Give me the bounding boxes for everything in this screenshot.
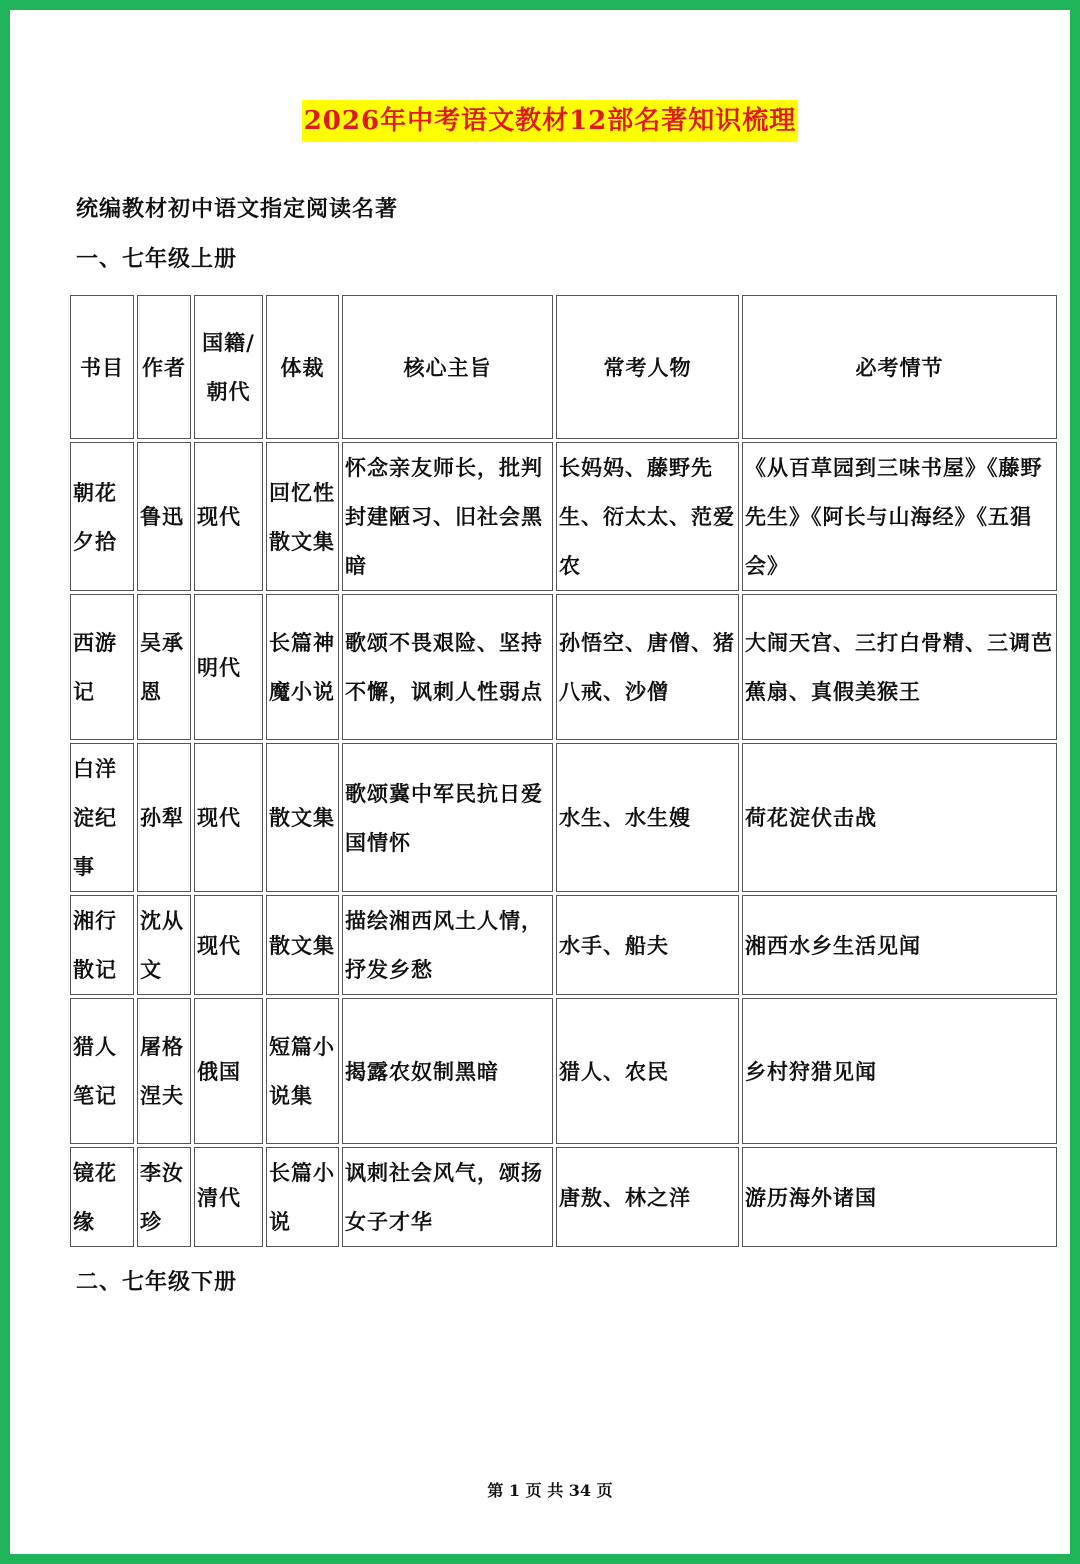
cell-theme: 歌颂冀中军民抗日爱国情怀 — [342, 743, 553, 892]
header-cell-theme: 核心主旨 — [342, 295, 553, 439]
cell-characters: 水生、水生嫂 — [556, 743, 739, 892]
cell-characters: 孙悟空、唐僧、猪八戒、沙僧 — [556, 594, 739, 740]
cell-theme: 揭露农奴制黑暗 — [342, 998, 553, 1144]
section-heading-grade7-vol2: 二、七年级下册 — [76, 1269, 238, 1295]
cell-author: 吴承恩 — [137, 594, 191, 740]
table-row — [70, 743, 1057, 892]
cell-title: 湘行散记 — [70, 895, 134, 995]
cell-genre: 短篇小说集 — [266, 998, 339, 1144]
cell-nationality: 现代 — [194, 895, 263, 995]
cell-author: 屠格涅夫 — [137, 998, 191, 1144]
cell-plots: 大闹天宫、三打白骨精、三调芭蕉扇、真假美猴王 — [742, 594, 1057, 740]
cell-plots: 湘西水乡生活见闻 — [742, 895, 1057, 995]
table-row — [70, 594, 1057, 740]
cell-nationality: 清代 — [194, 1147, 263, 1247]
table-row — [70, 1147, 1057, 1247]
subtitle: 统编教材初中语文指定阅读名著 — [76, 196, 399, 222]
header-cell-title: 书目 — [70, 295, 134, 439]
header-cell-characters: 常考人物 — [556, 295, 739, 439]
cell-title: 西游记 — [70, 594, 134, 740]
cell-author: 沈从文 — [137, 895, 191, 995]
cell-characters: 长妈妈、藤野先生、衍太太、范爱农 — [556, 442, 739, 591]
cell-author: 李汝珍 — [137, 1147, 191, 1247]
cell-characters: 水手、船夫 — [556, 895, 739, 995]
cell-author: 孙犁 — [137, 743, 191, 892]
cell-genre: 散文集 — [266, 895, 339, 995]
header-cell-genre: 体裁 — [266, 295, 339, 439]
cell-genre: 散文集 — [266, 743, 339, 892]
cell-title: 白洋淀纪事 — [70, 743, 134, 892]
table-row — [70, 998, 1057, 1144]
cell-title: 朝花夕拾 — [70, 442, 134, 591]
header-cell-plots: 必考情节 — [742, 295, 1057, 439]
cell-plots: 游历海外诸国 — [742, 1147, 1057, 1247]
page-title: 2026年中考语文教材12部名著知识梳理 — [302, 100, 799, 142]
cell-plots: 乡村狩猎见闻 — [742, 998, 1057, 1144]
cell-theme: 讽刺社会风气，颂扬女子才华 — [342, 1147, 553, 1247]
cell-author: 鲁迅 — [137, 442, 191, 591]
cell-genre: 回忆性散文集 — [266, 442, 339, 591]
cell-plots: 荷花淀伏击战 — [742, 743, 1057, 892]
table-row — [70, 442, 1057, 591]
table-header-row — [70, 295, 1057, 439]
cell-genre: 长篇神魔小说 — [266, 594, 339, 740]
cell-theme: 描绘湘西风土人情，抒发乡愁 — [342, 895, 553, 995]
cell-nationality: 现代 — [194, 442, 263, 591]
cell-title: 镜花缘 — [70, 1147, 134, 1247]
table-row — [70, 895, 1057, 995]
cell-nationality: 俄国 — [194, 998, 263, 1144]
page-number: 第 1 页 共 34 页 — [487, 1481, 613, 1500]
cell-title: 猎人笔记 — [70, 998, 134, 1144]
header-cell-author: 作者 — [137, 295, 191, 439]
title-container — [10, 100, 1080, 142]
cell-theme: 歌颂不畏艰险、坚持不懈，讽刺人性弱点 — [342, 594, 553, 740]
cell-characters: 猎人、农民 — [556, 998, 739, 1144]
cell-theme: 怀念亲友师长，批判封建陋习、旧社会黑暗 — [342, 442, 553, 591]
cell-nationality: 现代 — [194, 743, 263, 892]
header-cell-nationality: 国籍/朝代 — [194, 295, 263, 439]
cell-genre: 长篇小说 — [266, 1147, 339, 1247]
books-table — [67, 292, 1060, 1250]
cell-characters: 唐敖、林之洋 — [556, 1147, 739, 1247]
cell-plots: 《从百草园到三味书屋》《藤野先生》《阿长与山海经》《五猖会》 — [742, 442, 1057, 591]
section-heading-grade7-vol1: 一、七年级上册 — [76, 246, 238, 272]
cell-nationality: 明代 — [194, 594, 263, 740]
